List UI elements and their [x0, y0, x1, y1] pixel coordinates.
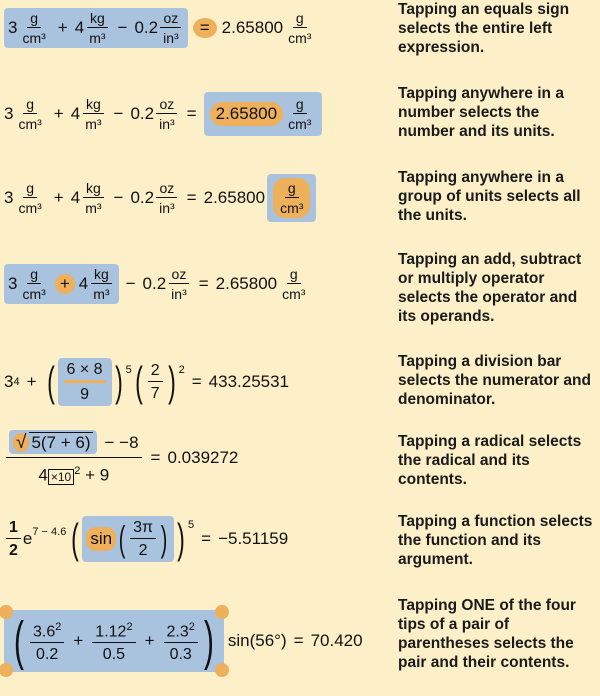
description: Tapping anywhere in a group of units selects all the units. — [398, 169, 581, 224]
radical-tap-marker: √ — [13, 433, 29, 452]
paren-tip-marker[interactable] — [0, 605, 13, 619]
paren-tip-marker[interactable] — [215, 605, 229, 619]
example-row-parentheses — [0, 592, 600, 696]
description: Tapping a division bar selects the numerator and denominator. — [398, 353, 591, 408]
result-units: $\frac{g}{\text{cm³}}$ — [288, 10, 312, 46]
description: Tapping anywhere in a number selects the number and its units. — [398, 85, 564, 140]
expression: 3 $\frac{g}{\text{cm³}}$ + 4 $\frac{kg}{\text{m³}}$ − 0.2 $\frac{oz}{\text{in³}}$ = 2.65800 $\frac{g}{\text{cm³}}$ — [4, 264, 310, 304]
paren-tip-marker[interactable] — [215, 663, 229, 677]
example-row-number — [0, 80, 600, 164]
number-tap-marker: 2.65800 — [210, 102, 283, 126]
equals-tap-marker[interactable]: = — [193, 18, 217, 38]
selected-radical[interactable]: √ 5(7 + 6) — [9, 430, 97, 454]
expression: $\frac{1}{2}$ e $^{7 - 4.6}$ ( sin ( $\frac{3\pi}{2}$ ) ) $^5$ = −5.51159 — [4, 516, 288, 562]
operator-tap-marker: + — [55, 274, 75, 294]
paren-tip-marker[interactable] — [0, 663, 13, 677]
expression: 3 $\frac{g}{\text{cm³}}$ + 4 $\frac{kg}{\text{m³}}$ − 0.2 $\frac{oz}{\text{in³}}$ = 2.65800 $\frac{g}{\text{cm³}}$ — [4, 174, 316, 222]
description: Tapping a radical selects the radical and its contents. — [398, 433, 582, 488]
selected-left-expression[interactable] — [4, 8, 188, 48]
example-row-equals — [0, 0, 600, 80]
plus-operator: + — [57, 18, 68, 37]
example-row-division — [0, 348, 600, 428]
example-row-operator — [0, 250, 600, 342]
expression — [4, 8, 316, 48]
unit-fraction: $\frac{kg}{\text{m³}}$ — [86, 10, 108, 46]
description: Tapping an equals sign selects the entire left expression. — [398, 1, 570, 56]
expression: 3 4 + ( $\frac{6 \times 8}{9}$ ) $^5$ ( $\frac{2}{7}$ ) $^2$ = 433.25531 — [4, 358, 290, 405]
description: Tapping a function selects the function and its argument. — [398, 513, 593, 568]
example-row-function — [0, 512, 600, 592]
unit-fraction: $\frac{g}{\text{cm³}}$ — [22, 10, 46, 46]
selected-fraction[interactable]: $\frac{6 \times 8}{9}$ — [58, 358, 112, 406]
selected-operator-with-operands[interactable]: 3 $\frac{g}{\text{cm³}}$ + 4 $\frac{kg}{\text{m³}}$ — [4, 264, 119, 304]
selected-units-group[interactable]: $\frac{g}{\text{cm³}}$ — [267, 174, 316, 222]
selected-parentheses-group[interactable]: ( $\frac{3.6^2}{0.2}$ + $\frac{1.12^2}{0.5}$ + $\frac{2.3^2}{0.3}$ ) — [4, 610, 224, 672]
coefficient: 3 — [8, 18, 18, 37]
example-row-units — [0, 164, 600, 248]
coefficient: 0.2 — [134, 18, 159, 37]
selected-function[interactable]: sin ( $\frac{3\pi}{2}$ ) — [82, 516, 174, 562]
result-value: 2.65800 — [221, 18, 284, 37]
selected-number-with-units[interactable]: 2.65800 $\frac{g}{\text{cm³}}$ — [204, 92, 323, 136]
function-tap-marker: sin — [86, 527, 116, 551]
expression: √ 5(7 + 6) − −8 4 ×10 $^2$ + 9 = 0.039272 — [4, 430, 238, 487]
description: Tapping an add, subtract or multiply operator selects the operator and its operands. — [398, 251, 582, 325]
expression: ( $\frac{3.6^2}{0.2}$ + $\frac{1.12^2}{0.5}$ + $\frac{2.3^2}{0.3}$ ) sin(56°) = 70.420 — [4, 610, 363, 672]
unit-fraction: $\frac{oz}{\text{in³}}$ — [160, 10, 182, 46]
description: Tapping ONE of the four tips of a pair of parentheses selects the pair and their contents. — [398, 597, 576, 671]
coefficient: 4 — [74, 18, 85, 37]
example-row-radical — [0, 428, 600, 510]
minus-operator: − — [117, 18, 128, 37]
expression: 3 $\frac{g}{\text{cm³}}$ + 4 $\frac{kg}{\text{m³}}$ − 0.2 $\frac{oz}{\text{in³}}$ = 2.65800 $\frac{g}{\text{cm³}}$ — [4, 92, 322, 136]
